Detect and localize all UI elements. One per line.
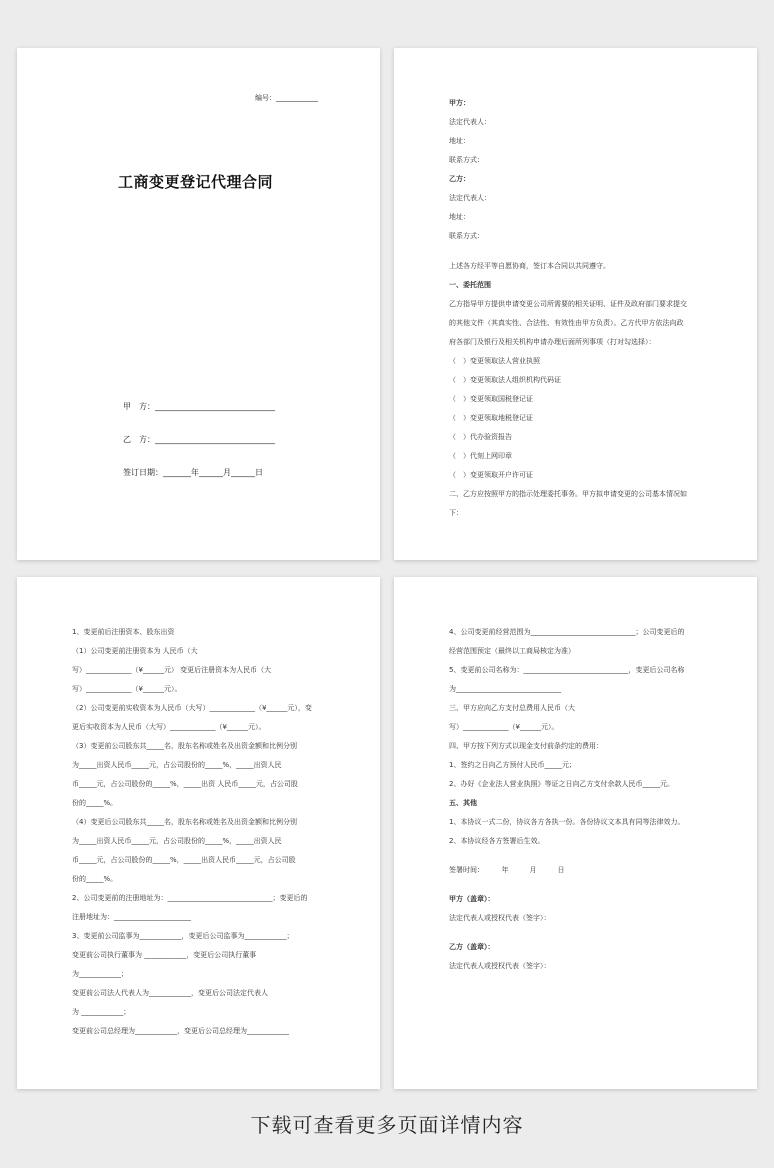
party-a-heading: 甲方： — [449, 99, 470, 107]
text-line: 1、变更前后注册资本、股东出资 — [72, 628, 175, 636]
checklist-item: （ ）变更领取国税登记证 — [449, 395, 533, 403]
document-title: 工商变更登记代理合同 — [118, 173, 274, 191]
text-line: 4、公司变更前经营范围为______________________________；公司变更后的 — [449, 628, 685, 636]
checklist-item: （ ）变更领取地税登记证 — [449, 414, 533, 422]
section-heading: 五、其他 — [449, 799, 477, 807]
text-line: 3、变更前公司监事为____________，变更后公司监事为____________； — [72, 932, 294, 940]
text-line: 5、变更前公司名称为：______________________________，变更后公司名称 — [449, 666, 685, 674]
sign-date-field: 签订日期：_______年______月______日 — [123, 468, 263, 477]
text-line: 法定代表人或授权代表（签字）： — [449, 962, 551, 970]
text-line: 三、甲方应向乙方支付总费用人民币（大 — [449, 704, 575, 712]
text-line: 为_____出资人民币_____元，占公司股份的_____%，_____出资人民 — [72, 761, 282, 769]
text-line: 2、公司变更前的注册地址为：______________________________；变更后的 — [72, 894, 308, 902]
party-b-heading: 乙方： — [449, 175, 470, 183]
text-line: 注册地址为：______________________ — [72, 913, 191, 921]
text-line: （2）公司变更前实收资本为人民币（大写）_____________（¥______元），变 — [72, 704, 312, 712]
text-line: 币_____元，占公司股份的_____%，_____出资人民币_____元，占公司股 — [72, 856, 296, 864]
text-line: 为 ____________； — [72, 1008, 131, 1016]
text-line: 乙方指导甲方提供申请变更公司所需要的相关证明、证件及政府部门要求提交 — [449, 300, 687, 308]
text-line: 联系方式： — [449, 232, 484, 240]
section-heading: 一、委托范围 — [449, 281, 491, 289]
text-line: 更后实收资本为人民币（大写）_____________（¥______元）。 — [72, 723, 266, 731]
text-line: 写）_____________（¥______元） 变更后注册资本为人民币（大 — [72, 666, 272, 674]
text-line: 1、本协议一式二份，协议各方各执一份。各份协议文本具有同等法律效力。 — [449, 818, 685, 826]
checklist-item: （ ）变更领取开户许可证 — [449, 471, 533, 479]
text-line: 份的_____%。 — [72, 799, 118, 807]
text-line: 写）_____________（¥______元）。 — [449, 723, 559, 731]
text-line: 为______________________________ — [449, 685, 561, 693]
text-line: 四、甲方按下列方式以现金支付前条约定的费用： — [449, 742, 603, 750]
text-line: 下： — [449, 509, 463, 517]
text-line: 变更前公司执行董事为 ____________，变更后公司执行董事 — [72, 951, 257, 959]
text-line: 变更前公司法人代表人为____________，变更后公司法定代表人 — [72, 989, 268, 997]
text-line: 的其他文件（其真实性、合法性、有效性由甲方负责）。乙方代甲方依法向政 — [449, 319, 684, 327]
text-line: 地址： — [449, 137, 470, 145]
text-line: 份的_____%。 — [72, 875, 118, 883]
text-line: 币_____元，占公司股份的_____%，_____出资 人民币_____元，占公司股 — [72, 780, 298, 788]
text-line: 2、办好《企业法人营业执照》等证之日向乙方支付余款人民币_____元。 — [449, 780, 674, 788]
text-line: 地址： — [449, 213, 470, 221]
text-line: 联系方式： — [449, 156, 484, 164]
text-line: 府各部门及银行及相关机构申请办理后面所列事项（打对勾选择）： — [449, 338, 656, 346]
contract-page-cover — [17, 48, 380, 560]
text-line: 变更前公司总经理为____________，变更后公司总经理为____________ — [72, 1027, 289, 1035]
contract-page-3 — [17, 577, 380, 1089]
checklist-item: （ ）代刻上网印章 — [449, 452, 512, 460]
text-line: 法定代表人或授权代表（签字）： — [449, 914, 551, 922]
text-line: 上述各方经平等自愿协商，签订本合同以共同遵守。 — [449, 262, 610, 270]
checklist-item: （ ）代办验资报告 — [449, 433, 512, 441]
text-line: 写）_____________（¥______元）。 — [72, 685, 182, 693]
footer-caption: 下载可查看更多页面详情内容 — [250, 1113, 524, 1137]
text-line: 2、本协议经各方签署后生效。 — [449, 837, 545, 845]
signing-time: 签署时间： 年 月 日 — [449, 866, 565, 874]
text-line: 二、乙方应按照甲方的指示处理委托事务。甲方拟申请变更的公司基本情况如 — [449, 490, 687, 498]
text-line: （1）公司变更前注册资本为 人民币（大 — [72, 647, 198, 655]
checklist-item: （ ）变更领取法人营业执照 — [449, 357, 540, 365]
contract-page-4 — [394, 577, 757, 1089]
text-line: （3）变更前公司股东共_____名，股东名称或姓名及出资金额和比例分别 — [72, 742, 297, 750]
text-line: 法定代表人： — [449, 194, 491, 202]
party-a-field: 甲 方：______________________________ — [123, 402, 275, 411]
text-line: （4）变更后公司股东共_____名，股东名称或姓名及出资金额和比例分别 — [72, 818, 297, 826]
party-a-seal-heading: 甲方（盖章）： — [449, 895, 495, 903]
checklist-item: （ ）变更领取法人组织机构代码证 — [449, 376, 561, 384]
party-b-seal-heading: 乙方（盖章）： — [449, 943, 495, 951]
contract-page-2 — [394, 48, 757, 560]
text-line: 1、签约之日向乙方预付人民币_____元； — [449, 761, 576, 769]
text-line: 法定代表人： — [449, 118, 491, 126]
text-line: 为_____出资人民币_____元，占公司股份的_____%，_____出资人民 — [72, 837, 282, 845]
text-line: 为____________； — [72, 970, 128, 978]
party-b-field: 乙 方：______________________________ — [123, 435, 275, 444]
text-line: 经营范围预定（最终以工商局核定为准） — [449, 647, 575, 655]
contract-number: 编号：____________ — [255, 94, 318, 102]
